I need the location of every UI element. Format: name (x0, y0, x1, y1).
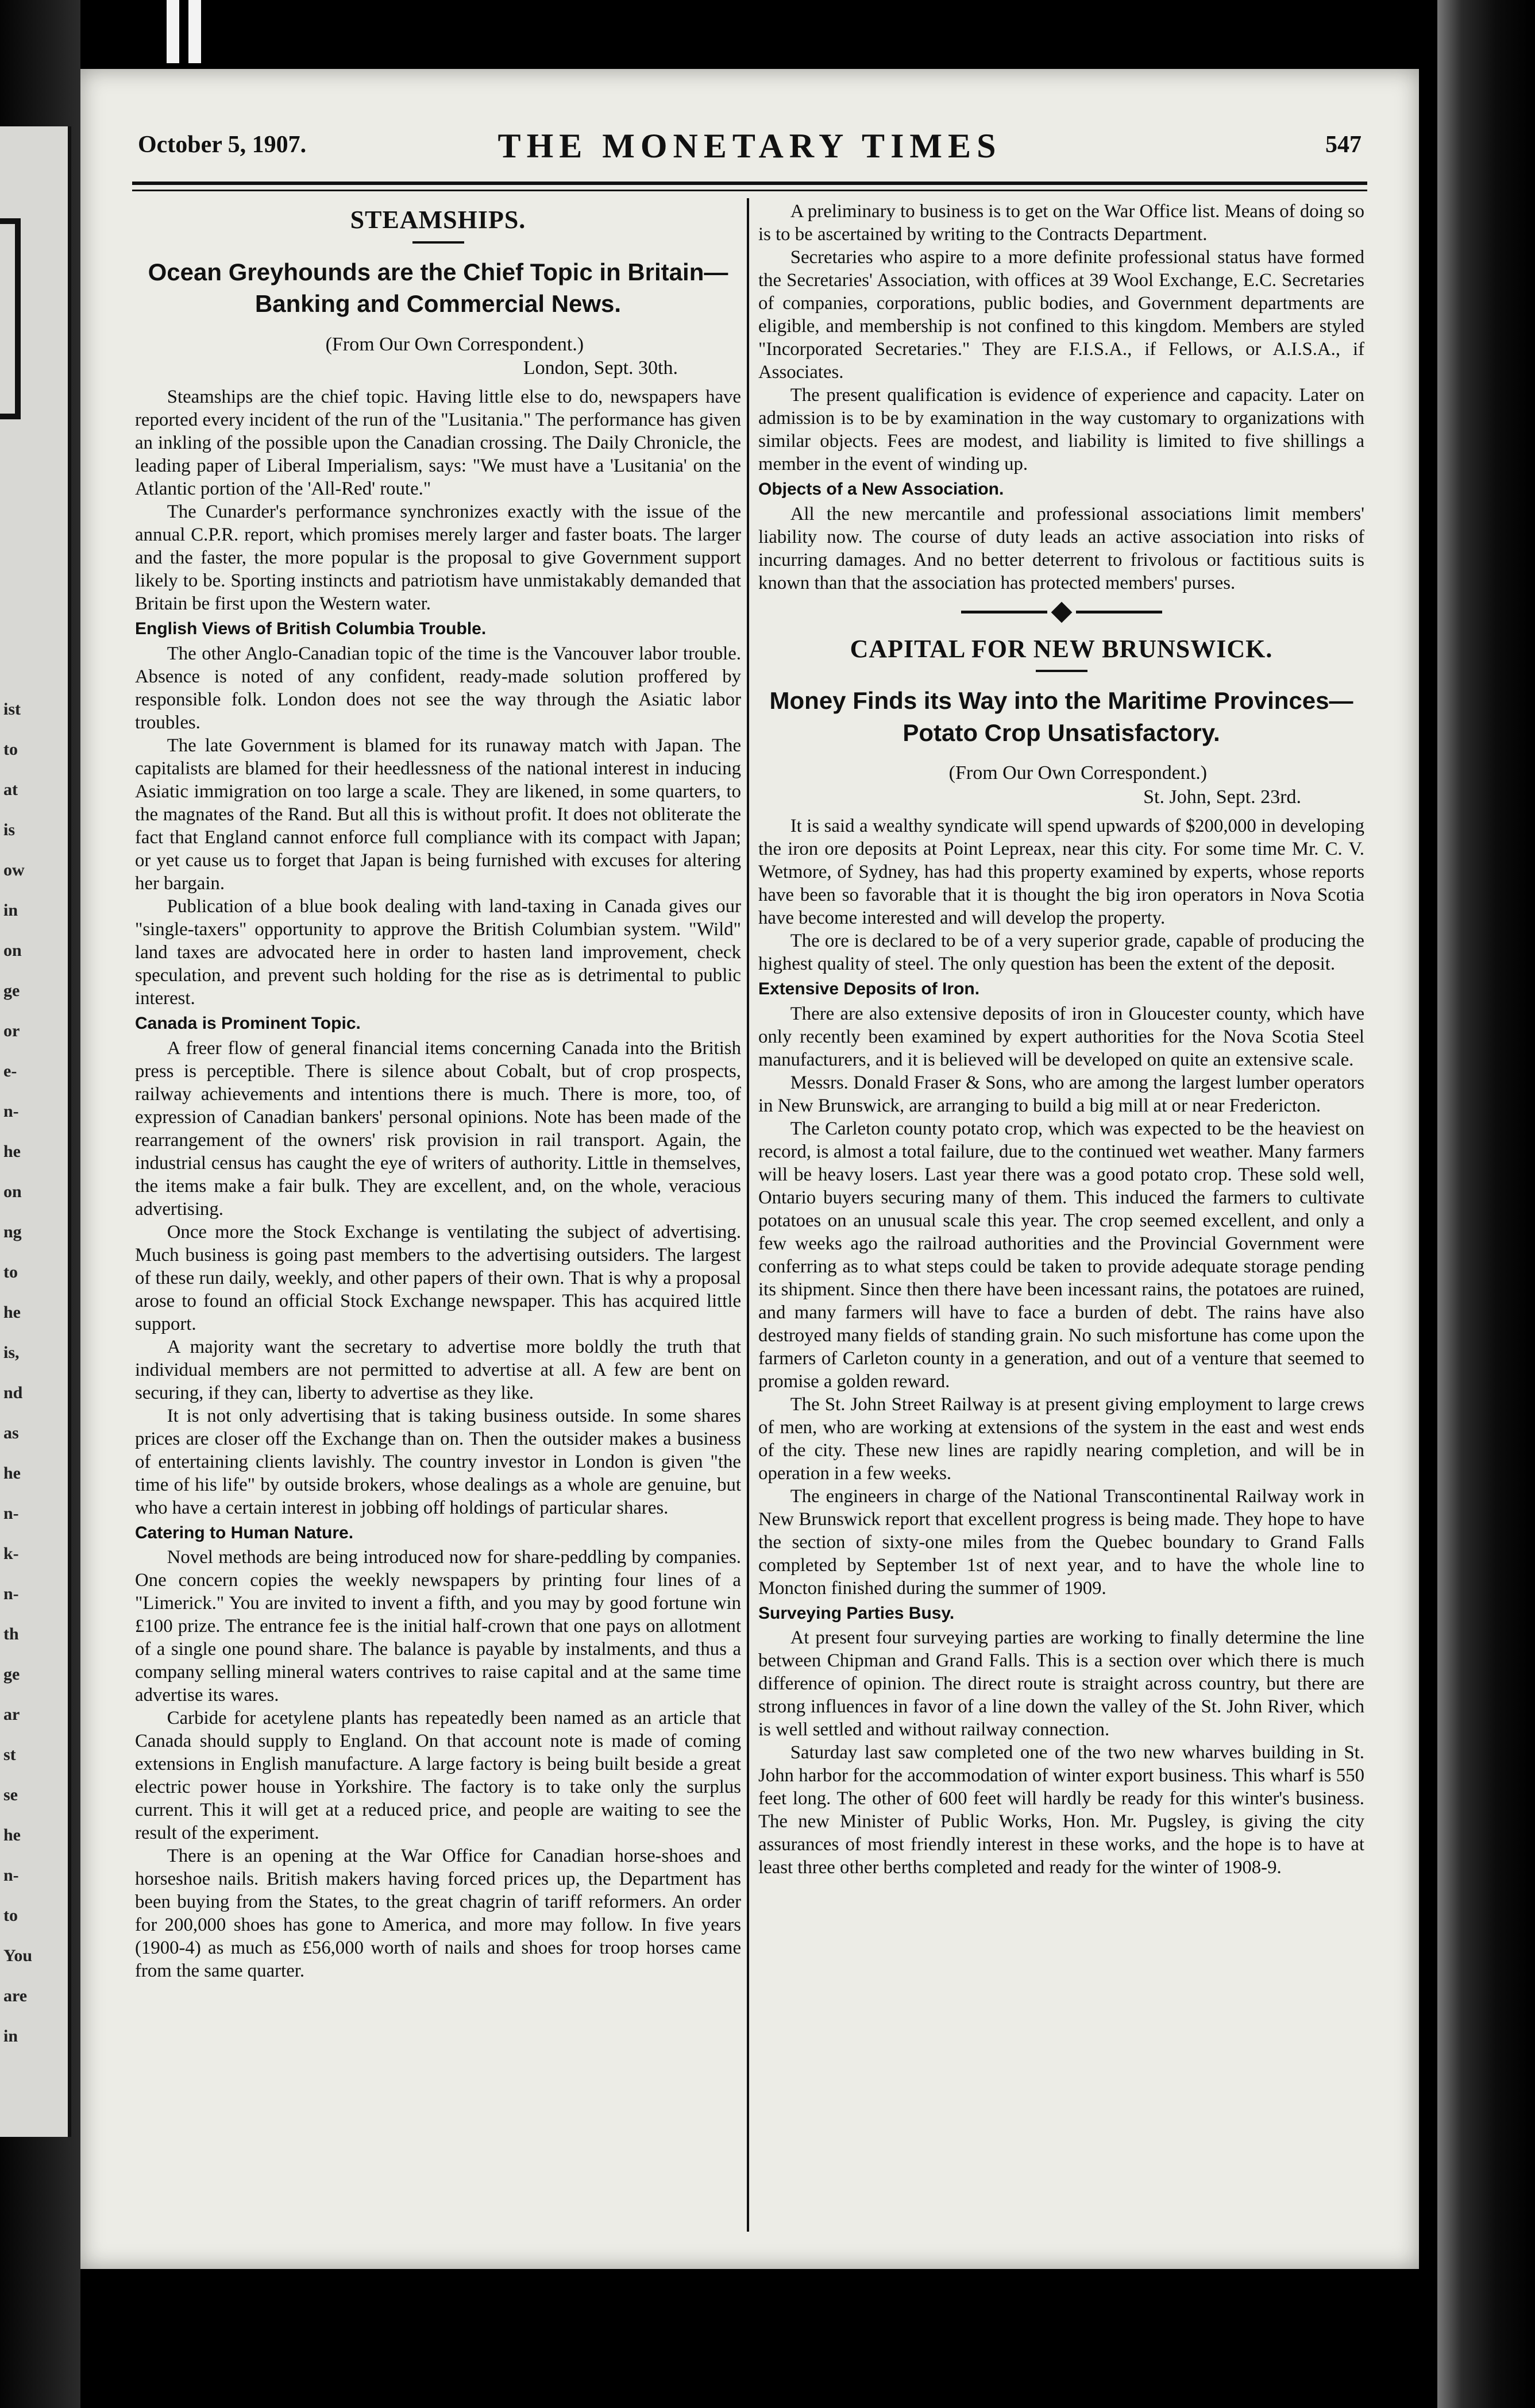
article-body (135, 1037, 741, 1519)
article-body (758, 815, 1364, 975)
adjacent-page-fragment-text: You (3, 1946, 33, 1965)
paragraph: Once more the Stock Exchange is ventilating the subject of advertising. Much business is going past members to the advertising outsiders. The largest of these run daily, weekly, and other papers of their own. That is why a proposal arose to found an official Stock Exchange newspaper. This has acquired little support. (135, 1221, 741, 1334)
paragraph: A preliminary to business is to get on the War Office list. Means of doing so is to be ascertained by writing to the Contracts Department. (758, 201, 1364, 245)
paragraph: At present four surveying parties are working to finally determine the line between Chipman and Grand Falls. This is a section over which there is much difference of opinion. The direct route is straight across country, but there are strong influences in favor of a line down the valley of the St. John River, which is well settled and without railway connection. (758, 1627, 1364, 1741)
subhead-canada-prominent: Canada is Prominent Topic. (135, 1014, 361, 1033)
scan-right-background (1437, 0, 1535, 2408)
adjacent-page-fragment-text: ist (3, 700, 21, 719)
section-title-steamships: STEAMSHIPS. (350, 206, 526, 234)
subhead-british-columbia: English Views of British Columbia Trouble. (135, 619, 487, 639)
subhead-surveying-parties: Surveying Parties Busy. (758, 1603, 955, 1623)
paragraph: The other Anglo-Canadian topic of the time is the Vancouver labor trouble. Absence is noted of any confident, ready-made solution proffered by responsible folk. London does not see the way through the Asiatic labor troubles. (135, 643, 741, 734)
ornament-diamond (1051, 601, 1072, 623)
headline-steamships: Ocean Greyhounds are the Chief Topic in Britain— Banking and Commercial News. (148, 258, 728, 318)
article-body (135, 385, 741, 615)
paragraph: A majority want the secretary to advertise more boldly the truth that individual members are not permitted to advertise at all. A few are bent on securing, if they can, liberty to advertise as they like. (135, 1336, 741, 1403)
column-divider (747, 198, 749, 2232)
paragraph: The Carleton county potato crop, which was expected to be the heaviest on record, is almost a total failure, due to the continued wet weather. Many farmers will be heavy losers. Last year there was a good potato crop. These sold well, Ontario buyers securing many of them. This induced the farmers to cultivate potatoes on an unusual scale this year. The crop seemed excellent, and only a few weeks ago the railroad authorities and the Provincial Government were conferring as to what steps could be taken to provide adequate storage pending its shipment. Since then there have been incessant rains, the potatoes are ruined, and many farmers will have to face a burden of debt. The rains have also destroyed many fields of standing grain. No such misfortune has come upon the farmers of Carleton county in a generation, and out of a venture that seemed to promise a golden reward. (758, 1118, 1364, 1392)
article-body (758, 503, 1364, 595)
adjacent-page-fragment-text: at (3, 780, 18, 799)
adjacent-page-fragment-text: to (3, 1263, 18, 1282)
header-rule-thin (132, 190, 1367, 191)
section-ornament (758, 605, 1364, 620)
paragraph: Secretaries who aspire to a more definite professional status have formed the Secretaries' Association, with offices at 39 Wool Exchange, E.C. Secretaries of companies, corporations, public bodies, and Government departments are eligible, and membership is not confined to this kingdom. Members are styled "Incorporated Secretaries." They are F.I.S.A., if Fellows, or A.I.S.A., if Associates. (758, 247, 1364, 383)
binder-clip-right (188, 0, 201, 63)
adjacent-page-fragment-text: are (3, 1986, 28, 2005)
adjacent-page-fragment-text: th (3, 1624, 19, 1643)
adjacent-page-fragment-text: n- (3, 1584, 19, 1603)
adjacent-page-fragment-text: on (3, 941, 22, 960)
adjacent-page-fragment-text: he (3, 1303, 21, 1322)
article-body (758, 1626, 1364, 1879)
headline-new-brunswick: Money Finds its Way into the Maritime Provinces— Potato Crop Unsatisfactory. (769, 687, 1353, 746)
adjacent-page-fragment-text: to (3, 1906, 18, 1925)
paragraph: The St. John Street Railway is at present giving employment to large crews of men, who are working at extensions of the system in the east and west ends of the city. These new lines are rapidly nearing completion, and will be in operation in a few weeks. (758, 1394, 1364, 1484)
adjacent-page-fragment-text: n- (3, 1102, 19, 1121)
paragraph: Saturday last saw completed one of the two new wharves building in St. John harbor for the accommodation of winter export business. This wharf is 550 feet long. The other of 600 feet will hardly be ready for this winter's business. The new Minister of Public Works, Hon. Mr. Pugsley, is giving the city assurances of most friendly interest in these works, and the hope is to have at least three other berths completed and ready for the winter of 1908-9. (758, 1742, 1364, 1878)
section-title-new-brunswick: CAPITAL FOR NEW BRUNSWICK. (850, 634, 1273, 663)
adjacent-page-fragment-text: ng (3, 1222, 22, 1241)
adjacent-page-fragment-text: in (3, 901, 18, 920)
paragraph: The late Government is blamed for its runaway match with Japan. The capitalists are blamed for their heedlessness of the national interest in inducing Asiatic immigration on too large a scale. They are likened, in some quarters, to the magnates of the Rand. But all this is without profit. It does not obliterate the fact that England cannot enforce full compliance with its compact with Japan; or yet cause us to forget that Japan is being furnished with excuses for altering her bargain. (135, 735, 741, 894)
article-body (135, 642, 741, 1010)
page-header (138, 126, 1362, 172)
adjacent-page-fragment-text: e- (3, 1062, 17, 1080)
adjacent-page-fragment-text: he (3, 1826, 21, 1844)
right-column (758, 200, 1364, 2233)
dateline: St. John, Sept. 23rd. (1143, 786, 1301, 808)
adjacent-page-fragment-text: ge (3, 981, 20, 1000)
adjacent-page-fragment-text: he (3, 1142, 21, 1161)
adjacent-page-fragment-text: st (3, 1745, 16, 1764)
masthead: THE MONETARY TIMES (497, 127, 1002, 165)
article-body (758, 1002, 1364, 1600)
adjacent-page-fragment-text: is (3, 820, 16, 839)
adjacent-page-fragment-text: to (3, 740, 18, 759)
dateline: London, Sept. 30th. (523, 357, 678, 379)
subhead-deposits-of-iron: Extensive Deposits of Iron. (758, 979, 980, 999)
paragraph: There is an opening at the War Office for Canadian horse-shoes and horseshoe nails. British makers having forced prices up, the Department has been buying from the States, to the great chagrin of tariff reformers. An order for 200,000 shoes has gone to America, and more may follow. In five years (1900-4) as much as £56,000 worth of nails and shoes for troop horses came from the same quarter. (135, 1846, 741, 1982)
adjacent-page-fragment-text: is, (3, 1343, 20, 1362)
paragraph: Novel methods are being introduced now for share-peddling by companies. One concern copies the weekly newspapers by printing four lines of a "Limerick." You are invited to invent a fifth, and you may by good fortune win £100 prize. The entrance fee is the initial half-crown that one pays on allotment of a single one pound share. The balance is payable by instalments, and thus a company selling mineral waters contrives to raise capital and at the same time advertise its wares. (135, 1547, 741, 1706)
paragraph: A freer flow of general financial items concerning Canada into the British press is perceptible. There is silence about Cobalt, but of crop prospects, railway achievements and intentions there is much. There is more, too, of expression of Canadian bankers' personal opinions. Note has been made of the rearrangement of the owners' risk provision in rail transport. Again, the industrial census has caught the eye of writers of authority. Little in themselves, the items make a fair bulk. They are excellent, and, on the whole, veracious advertising. (135, 1037, 741, 1220)
paragraph: Publication of a blue book dealing with land-taxing in Canada gives our "single-taxers" opportunity to approve the British Columbian system. "Wild" land taxes are advocated here in order to hasten land improvement, check speculation, and prevent such holding for the rise as is detrimental to public interest. (135, 896, 741, 1009)
paragraph: The present qualification is evidence of experience and capacity. Later on admission is to be by examination in the way customary to organizations with similar objects. Fees are modest, and liability is limited to five shillings a member in the event of winding up. (758, 385, 1364, 474)
title-rule (1036, 670, 1087, 672)
correspondent-note: (From Our Own Correspondent.) (325, 333, 584, 355)
paragraph: The Cunarder's performance synchronizes exactly with the issue of the annual C.P.R. report, which promises merely larger and faster boats. The larger and the faster, the more popular is the proposal to give Government support likely to be. Sporting instincts and patriotism have unmistakably demanded that Britain be first upon the Western water. (135, 501, 741, 615)
paragraph: It is said a wealthy syndicate will spend upwards of $200,000 in developing the iron ore deposits at Point Lepreax, near this city. For some time Mr. C. V. Wetmore, of Sydney, has had this property examined by experts, whose reports have been so favorable that it is thought the big iron operators in Nova Scotia have become interested and will develop the property. (758, 816, 1364, 929)
issue-date: October 5, 1907. (138, 132, 307, 158)
ornament-bar-left (961, 611, 1047, 613)
subhead-new-association: Objects of a New Association. (758, 480, 1004, 499)
adjacent-page-fragment-text: se (3, 1785, 18, 1804)
adjacent-page-fragment-text: or (3, 1021, 20, 1040)
page-number: 547 (1325, 132, 1362, 158)
paragraph: All the new mercantile and professional associations limit members' liability now. The course of duty leads an active association into risks of incurring damages. And no better deterrent to frivolous or factitious suits is known than that the association has protected members' purses. (758, 503, 1364, 593)
newspaper-page (80, 69, 1419, 2269)
adjacent-page-fragment-text: on (3, 1182, 22, 1201)
article-body (758, 200, 1364, 476)
adjacent-page-fragment-text: ow (3, 860, 25, 879)
binder-clip-left (167, 0, 179, 63)
adjacent-page-fragment-text: k- (3, 1544, 19, 1563)
correspondent-note: (From Our Own Correspondent.) (948, 762, 1208, 784)
ornament-bar-right (1076, 611, 1162, 613)
title-rule (412, 241, 464, 244)
paragraph: The engineers in charge of the National Transcontinental Railway work in New Brunswick report that excellent progress is being made. They hope to have the section of sixty-one miles from the Quebec boundary to Grand Falls completed by September 1st of next year, and to have the whole line to Moncton finished during the summer of 1909. (758, 1485, 1364, 1599)
adjacent-page-fragment-text: as (3, 1423, 19, 1442)
adjacent-page-bracket (0, 218, 21, 419)
header-rule-thick (132, 182, 1367, 185)
adjacent-page-fragment-text: he (3, 1464, 21, 1483)
adjacent-page-fragment-text: n- (3, 1866, 19, 1885)
paragraph: The ore is declared to be of a very superior grade, capable of producing the highest quality of steel. The only question has been the extent of the deposit. (758, 931, 1364, 975)
article-body (135, 1546, 741, 1982)
paragraph: Messrs. Donald Fraser & Sons, who are among the largest lumber operators in New Brunswick, are arranging to build a big mill at or near Fredericton. (758, 1072, 1364, 1116)
subhead-catering-human-nature: Catering to Human Nature. (135, 1523, 354, 1542)
paragraph: There are also extensive deposits of iron in Gloucester county, which have only recently been examined by expert authorities for the Nova Scotia Steel manufacturers, and it is believed will be developed on quite an extensive scale. (758, 1003, 1364, 1070)
paragraph: It is not only advertising that is taking business outside. In some shares prices are closer off the Exchange than on. Then the outsider makes a business of entertaining clients lavishly. The country investor in London is given "the time of his life" by outside brokers, whose dealings as a whole are genuine, but who have a certain interest in jobbing off holdings of particular shares. (135, 1405, 741, 1518)
adjacent-page-fragment-text: ge (3, 1665, 20, 1684)
adjacent-page-fragment-text: nd (3, 1383, 23, 1402)
adjacent-page-fragment-text: ar (3, 1705, 20, 1724)
left-column (135, 200, 741, 2233)
paragraph: Steamships are the chief topic. Having little else to do, newspapers have reported every incident of the run of the "Lusitania." The performance has given an inkling of the possible upon the Canadian crossing. The Daily Chronicle, the leading paper of Liberal Imperialism, says: "We must have a 'Lusitania' on the Atlantic portion of the 'All-Red' route." (135, 387, 741, 500)
adjacent-page-fragment-text: in (3, 2027, 18, 2046)
paragraph: Carbide for acetylene plants has repeatedly been named as an article that Canada should supply to England. On that account note is made of coming extensions in English manufacture. A large factory is being built beside a great electric power house in Yorkshire. The factory is to take only the surplus current. This it will get at a reduced price, and people are waiting to see the result of the experiment. (135, 1708, 741, 1844)
adjacent-page-fragment (0, 126, 71, 2137)
adjacent-page-fragment-text: n- (3, 1504, 19, 1523)
